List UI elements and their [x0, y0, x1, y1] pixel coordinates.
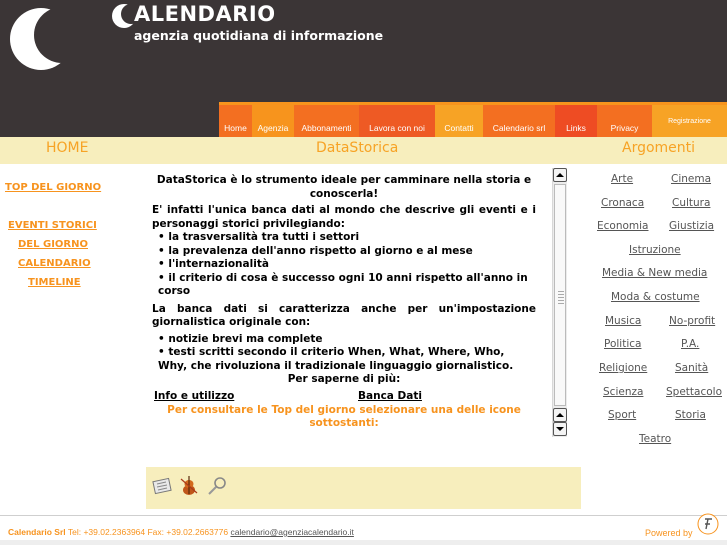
info-utilizzo-link[interactable]: Info e utilizzo: [154, 389, 235, 402]
banca-dati-link[interactable]: Banca Dati: [358, 389, 422, 402]
content-bullet: • l'internazionalità: [158, 258, 269, 270]
content-para2: La banca dati si caratterizza anche per un'impostazione giornalistica originale con:: [152, 302, 536, 328]
category-economia[interactable]: Economia: [597, 220, 649, 232]
left-nav-timeline[interactable]: TIMELINE: [28, 277, 81, 288]
arrow-up-icon: [554, 409, 566, 421]
main-nav: [219, 105, 727, 137]
category-teatro[interactable]: Teatro: [639, 433, 672, 445]
category-spettacolo[interactable]: Spettacolo: [666, 386, 722, 398]
site-header: [0, 0, 727, 104]
category-musica[interactable]: Musica: [605, 315, 642, 327]
content-bullet: • la prevalenza dell'anno rispetto al giorno e al mese: [158, 244, 473, 257]
powered-by-label: Powered by: [645, 528, 693, 538]
powered-by-logo-icon[interactable]: [697, 513, 719, 535]
left-nav-top-del-giorno[interactable]: TOP DEL GIORNO: [5, 182, 102, 193]
footer-contacts: [8, 527, 354, 537]
left-nav-del-giorno[interactable]: DEL GIORNO: [18, 239, 88, 250]
category-politica[interactable]: Politica: [604, 338, 642, 350]
nav-lavora-con-noi[interactable]: Lavora con noi: [359, 105, 435, 137]
nav-registrazione[interactable]: Registrazione: [652, 105, 727, 137]
content-bullet: • testi scritti secondo il criterio When, What, Where, Who, Why, che rivoluziona il tradizionale linguaggio giornalistico.: [158, 346, 514, 372]
scroll-down-button[interactable]: [553, 422, 567, 436]
content-bullet: • il criterio di cosa è successo ogni 10 anni rispetto all'anno in corso: [158, 271, 528, 297]
footer-divider: [0, 515, 727, 516]
newspaper-icon[interactable]: [151, 475, 173, 497]
arrow-down-icon: [554, 423, 566, 435]
scroll-up-button-lower[interactable]: [553, 408, 567, 422]
content-intro: DataStorica è lo strumento ideale per camminare nella storia e conoscerla!: [156, 174, 532, 200]
crescent-moon-logo: [10, 5, 72, 73]
category-religione[interactable]: Religione: [599, 362, 648, 374]
category-sanita[interactable]: Sanità: [675, 362, 709, 374]
nav-home[interactable]: Home: [219, 105, 252, 137]
brand-c-crescent-icon: [112, 3, 136, 29]
left-nav-calendario[interactable]: CALENDARIO: [18, 258, 91, 269]
arrow-up-icon: [554, 169, 566, 181]
footer-company: Calendario Srl: [8, 527, 66, 537]
category-cronaca[interactable]: Cronaca: [601, 197, 645, 209]
category-istruzione[interactable]: Istruzione: [629, 244, 681, 256]
nav-contatti[interactable]: Contatti: [435, 105, 483, 137]
category-moda[interactable]: Moda & costume: [611, 291, 700, 303]
footer-email-link[interactable]: calendario@agenziacalendario.it: [230, 527, 354, 537]
violin-icon[interactable]: [178, 475, 200, 497]
scroll-grip: [558, 290, 564, 304]
top-del-giorno-icon-bar: [146, 467, 581, 509]
content-para1: E' infatti l'unica banca dati al mondo che descrive gli eventi e i personaggi storici privilegiando:: [152, 204, 536, 230]
content-bullet: • notizie brevi ma complete: [158, 332, 323, 345]
section-home-title: HOME: [46, 140, 89, 156]
category-sport[interactable]: Sport: [608, 409, 637, 421]
content-scrollbar[interactable]: [552, 168, 567, 437]
category-media[interactable]: Media & New media: [602, 267, 708, 279]
category-no-profit[interactable]: No-profit: [669, 315, 716, 327]
datastorica-content: [152, 170, 536, 438]
category-storia[interactable]: Storia: [675, 409, 706, 421]
content-links-row: [152, 390, 536, 404]
category-arte[interactable]: Arte: [611, 173, 634, 185]
scroll-up-button[interactable]: [553, 168, 567, 182]
section-datastorica-title: DataStorica: [316, 140, 399, 156]
nav-abbonamenti[interactable]: Abbonamenti: [294, 105, 359, 137]
content-more: Per saperne di più:: [287, 373, 401, 385]
content-note: Per consultare le Top del giorno selezionare una delle icone sottostanti:: [167, 403, 521, 429]
category-scienza[interactable]: Scienza: [603, 386, 644, 398]
section-title-bar: [0, 137, 727, 164]
bottom-strip: [0, 540, 727, 545]
left-nav-eventi-storici[interactable]: EVENTI STORICI: [8, 220, 97, 231]
footer-phone-fax: Tel: +39.02.2363964 Fax: +39.02.2663776: [65, 527, 231, 537]
brand-subtitle: agenzia quotidiana di informazione: [134, 28, 384, 43]
nav-agenzia[interactable]: Agenzia: [252, 105, 294, 137]
category-pa[interactable]: P.A.: [681, 338, 700, 350]
category-cultura[interactable]: Cultura: [672, 197, 711, 209]
brand-title: ALENDARIO: [134, 2, 276, 26]
nav-privacy[interactable]: Privacy: [597, 105, 652, 137]
scroll-thumb[interactable]: [554, 184, 566, 406]
content-bullet: • la trasversalità tra tutti i settori: [158, 231, 360, 243]
magnifier-icon[interactable]: [206, 475, 228, 497]
section-argomenti-title: Argomenti: [622, 140, 696, 156]
nav-links[interactable]: Links: [555, 105, 597, 137]
category-giustizia[interactable]: Giustizia: [669, 220, 715, 232]
nav-calendario-srl[interactable]: Calendario srl: [483, 105, 555, 137]
category-cinema[interactable]: Cinema: [671, 173, 712, 185]
